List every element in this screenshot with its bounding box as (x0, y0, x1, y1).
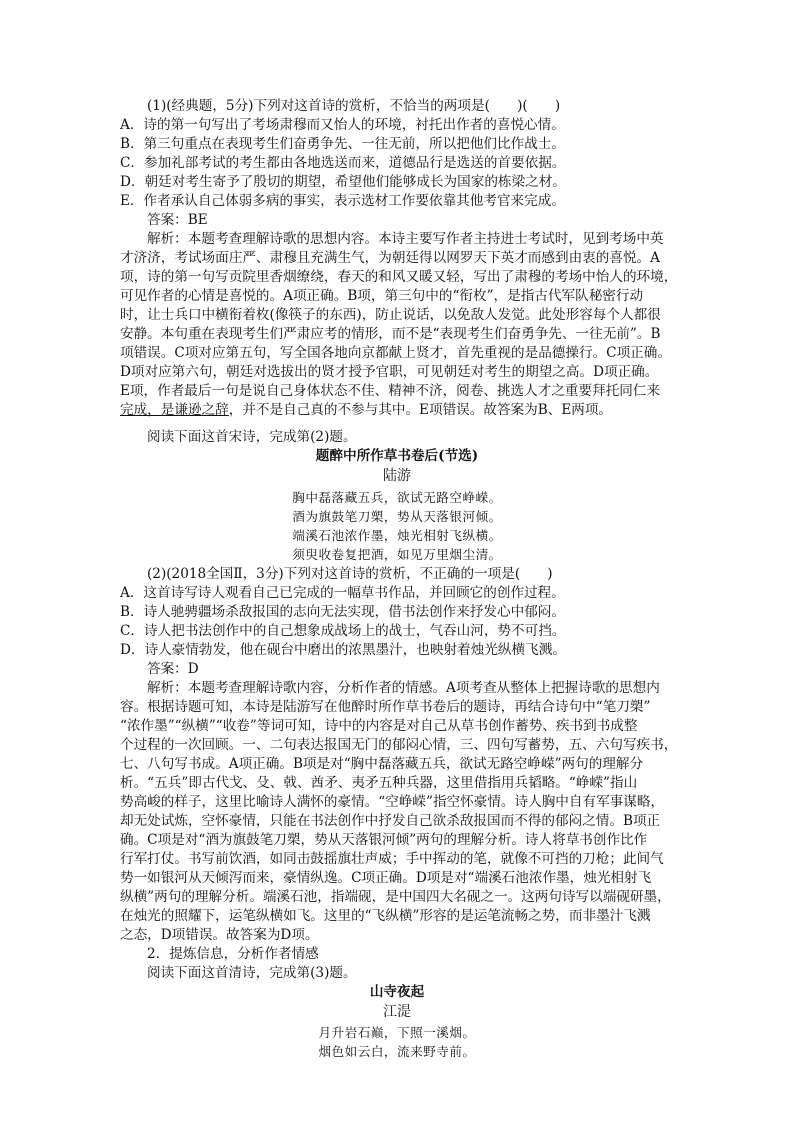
q2-stem: (2)(2018全国Ⅱ，3分)下列对这首诗的赏析，不正确的一项是( ) (147, 566, 553, 582)
q1-analysis-underlined: 完成，是谦逊之辞 (120, 402, 229, 418)
q1-answer: 答案：BE (147, 212, 208, 228)
q1-analysis-line: 可见作者的心情是喜悦的。A项正确。B项，第三句中的“衔枚”，是指古代军队秘密行动 (120, 288, 644, 304)
q2-answer: 答案：D (147, 661, 199, 677)
q2-analysis-line: 容。根据诗题可知，本诗是陆游写在他醉时所作草书卷后的题诗，再结合诗句中“笔刀槊” (120, 699, 651, 715)
q2-analysis-line: 解析：本题考查理解诗歌内容，分析作者的情感。A项考查从整体上把握诗歌的思想内 (147, 680, 660, 696)
q1-analysis-line: 解析：本题考查理解诗歌的思想内容。本诗主要写作者主持进士考试时，见到考场中英 (147, 231, 664, 247)
intro-q3: 阅读下面这首清诗，完成第(3)题。 (147, 965, 357, 981)
section-heading: 2．提炼信息，分析作者情感 (147, 946, 319, 962)
q1-analysis-line: 项，诗的第一句写贡院里香烟缭绕，春天的和风又暖又轻，写出了肃穆的考场中怡人的环境， (120, 269, 678, 285)
q1-analysis-line: 项错误。C项对应第五句，写全国各地向京都献上贤才，首先重视的是品德操行。C项正确。 (120, 345, 671, 361)
q1-option-a: A．诗的第一句写出了考场肃穆而又怡人的环境，衬托出作者的喜悦心情。 (120, 117, 565, 133)
q2-analysis-line: “浓作墨”“纵横”“收卷”等词可知，诗中的内容是对自己从草书创作蓄势、疾书到书成整 (120, 718, 638, 734)
q2-analysis-line: 行军打仗。书写前饮酒，如同击鼓摇旗壮声威；手中挥动的笔，就像不可挡的刀枪；此间气 (120, 851, 664, 867)
q2-analysis-line: 析。“五兵”即古代戈、殳、戟、酋矛、夷矛五种兵器，这里借指用兵韬略。“峥嵘”指山 (120, 775, 638, 791)
poem2-line: 须臾收卷复把酒，如见万里烟尘清。 (292, 547, 502, 562)
intro-q2: 阅读下面这首宋诗，完成第(2)题。 (147, 429, 357, 445)
poem2-line: 酒为旗鼓笔刀槊，势从天落银河倾。 (292, 509, 502, 524)
q1-option-b: B．第三句重点在表现考生们奋勇争先、一往无前，所以把他们比作战士。 (120, 136, 565, 152)
q1-analysis-tail-prefix: E项，作者最后一句是说自己身体状态不佳、精神不济，阅卷、挑选人才之重要拜托同仁来 (120, 383, 661, 399)
poem2-author: 陆游 (383, 468, 411, 484)
q2-analysis-line: 纵横”两句的理解分析。端溪石池，指端砚，是中国四大名砚之一。这两句诗写以端砚研墨， (120, 889, 671, 905)
q1-analysis-tail-rest: ，并不是自己真的不参与其中。E项错误。故答案为B、E两项。 (228, 402, 613, 418)
q2-option-a: A．这首诗写诗人观看自己已完成的一幅草书作品，并回顾它的创作过程。 (120, 585, 565, 601)
q1-analysis-line: D项对应第六句，朝廷对选拔出的贤才授予官职，可见朝廷对考生的期望之高。D项正确。 (120, 364, 659, 380)
q2-option-b: B．诗人驰骋疆场杀敌报国的志向无法实现，借书法创作来抒发心中郁闷。 (120, 604, 565, 620)
q1-analysis-line: 时，让士兵口中横衔着枚(像筷子的东西)，防止说话，以免敌人发觉。此处形容每个人都很 (120, 307, 661, 323)
q2-option-c: C．诗人把书法创作中的自己想象成战场上的战士，气吞山河，势不可挡。 (120, 623, 566, 639)
q2-analysis-line: 却无处试炼，空怀豪情，只能在书法创作中抒发自己欲杀敌报国而不得的郁闷之情。B项正 (120, 813, 661, 829)
q2-analysis-line: 七、八句写书成。A项正确。B项是对“胸中磊落藏五兵，欲试无路空峥嵘”两句的理解分 (120, 756, 644, 772)
q1-option-d: D．朝廷对考生寄予了殷切的期望，希望他们能够成长为国家的栋梁之材。 (120, 174, 566, 190)
q2-analysis-line: 势一如银河从天倾泻而来，豪情纵逸。C项正确。D项是对“端溪石池浓作墨，烛光相射飞 (120, 870, 652, 886)
poem3-title: 山寺夜起 (369, 984, 425, 1000)
q2-analysis-line: 势高峻的样子，这里比喻诗人满怀的豪情。“空峥嵘”指空怀豪情。诗人胸中自有军事谋略， (120, 794, 665, 810)
q2-analysis-line: 确。C项是对“酒为旗鼓笔刀槊，势从天落银河倾”两句的理解分析。诗人将草书创作比作 (120, 832, 648, 848)
poem3-author: 江湜 (383, 1004, 411, 1020)
poem2-line: 胸中磊落藏五兵，欲试无路空峥嵘。 (292, 490, 502, 505)
poem2-title: 题醉中所作草书卷后(节选) (315, 448, 479, 464)
q1-option-c: C．参加礼部考试的考生都由各地选送而来，道德品行是选送的首要依据。 (120, 155, 566, 171)
poem2-line: 端溪石池浓作墨，烛光相射飞纵横。 (292, 528, 502, 543)
q2-analysis-line: 之态，D项错误。故答案为D项。 (120, 927, 319, 943)
q2-analysis-line: 个过程的一次回顾。一、二句表达报国无门的郁闷心情，三、四句写蓄势，五、六句写疾书， (120, 737, 678, 753)
q1-analysis-line: 才济济，考试场面庄严、肃穆且充满生气，为朝廷得以网罗天下英才而感到由衷的喜悦。A (120, 250, 660, 266)
q1-analysis-line (120, 382, 660, 400)
q2-option-d: D．诗人豪情勃发，他在砚台中磨出的浓黑墨汁，也映射着烛光纵横飞溅。 (120, 642, 566, 658)
q1-analysis-line: 安静。本句重在表现考生们严肃应考的情形，而不是“表现考生们奋勇争先、一往无前”。B (120, 326, 661, 342)
poem3-line: 月升岩石巅，下照一溪烟。 (318, 1025, 476, 1040)
q1-analysis-line (120, 401, 612, 419)
q1-stem: (1)(经典题，5分)下列对这首诗的赏析，不恰当的两项是( )( ) (147, 98, 561, 114)
q1-option-e: E．作者承认自己体弱多病的事实，表示选材工作要依靠其他考官来完成。 (120, 193, 565, 209)
poem3-line: 烟色如云白，流来野寺前。 (318, 1044, 476, 1059)
q2-analysis-line: 在烛光的照耀下，运笔纵横如飞。这里的“飞纵横”形容的是运笔流畅之势，而非墨汁飞溅 (120, 908, 651, 924)
